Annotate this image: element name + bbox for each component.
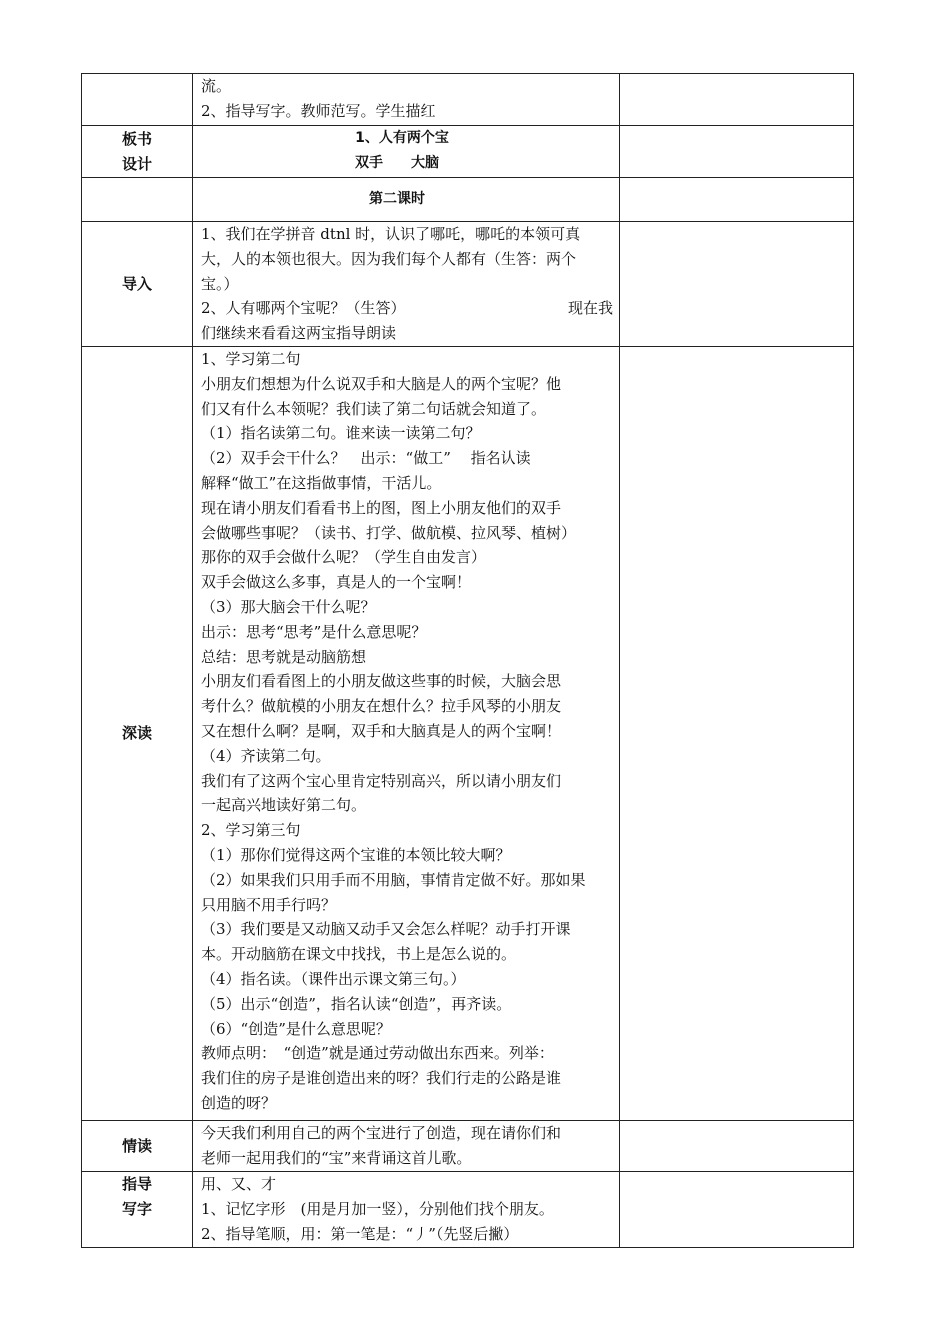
text-line: 教师点明： “创造”就是通过劳动做出东西来。列举： xyxy=(201,1044,554,1063)
text-line: 2、指导写字。教师范写。学生描红 xyxy=(201,101,436,120)
text-line: 我们住的房子是谁创造出来的呀？我们行走的公路是谁 xyxy=(201,1069,562,1088)
text-line: 只用脑不用手行吗？ xyxy=(201,895,337,914)
label-cell-empty xyxy=(82,178,193,222)
text-line: 本。开动脑筋在课文中找找，书上是怎么说的。 xyxy=(201,945,517,964)
text-line: （6）“创造”是什么意思呢？ xyxy=(201,1019,391,1038)
emotional-reading-content xyxy=(193,1121,620,1172)
writing-label xyxy=(82,1172,193,1248)
row-emotional-reading xyxy=(82,1121,854,1172)
intro-label: 导入 xyxy=(82,222,193,347)
text-line: （5）出示“创造”，指名认读“创造”，再齐读。 xyxy=(201,994,512,1013)
emotional-reading-label: 情读 xyxy=(82,1121,193,1172)
text-left: 2、人有哪两个宝呢？（生答） xyxy=(201,299,406,318)
text-line: （3）我们要是又动脑又动手又会怎么样呢？动手打开课 xyxy=(201,920,571,939)
text-line: 2、指导笔顺，用：第一笔是：“丿”（先竖后撇） xyxy=(201,1224,519,1243)
notes-cell xyxy=(620,1121,854,1172)
board-line: 1、人有两个宝 xyxy=(355,130,449,146)
board-label xyxy=(82,126,193,178)
deep-reading-label: 深读 xyxy=(82,347,193,1121)
notes-cell xyxy=(620,222,854,347)
notes-cell xyxy=(620,74,854,126)
writing-content xyxy=(193,1172,620,1248)
text-line: 用、又、才 xyxy=(201,1175,277,1193)
text-line: （4）指名读。（课件出示课文第三句。） xyxy=(201,969,466,988)
text-line: 那你的双手会做什么呢？（学生自由发言） xyxy=(201,548,487,567)
label-cell-empty xyxy=(82,74,193,126)
lesson-plan-table xyxy=(81,73,854,1248)
text-line: 小朋友们想想为什么说双手和大脑是人的两个宝呢？他 xyxy=(201,374,562,393)
text-line: 解释“做工”在这指做事情，干活儿。 xyxy=(201,473,442,492)
text-line: （2）如果我们只用手而不用脑，事情肯定做不好。那如果 xyxy=(201,870,586,889)
text-line: 总结：思考就是动脑筋想 xyxy=(201,647,367,666)
text-line: 们继续来看看这两宝指导朗读 xyxy=(201,324,397,343)
text-line: （4）齐读第二句。 xyxy=(201,746,331,765)
text-line-split xyxy=(201,296,613,321)
deep-reading-content xyxy=(193,347,620,1121)
section-title: 第二课时 xyxy=(369,191,425,208)
text-line: 又在想什么啊？是啊，双手和大脑真是人的两个宝啊！ xyxy=(201,721,562,740)
text-line: 们又有什么本领呢？我们读了第二句话就会知道了。 xyxy=(201,399,547,418)
notes-cell xyxy=(620,1172,854,1248)
text-line: 流。 xyxy=(201,77,232,95)
label-line: 指导 xyxy=(121,1175,152,1193)
text-line: 1、学习第二句 xyxy=(201,350,301,368)
text-line: 1、记忆字形 (用是月加一竖），分别他们找个朋友。 xyxy=(201,1199,554,1218)
row-board-design xyxy=(82,126,854,178)
text-line: 一起高兴地读好第二句。 xyxy=(201,796,367,815)
text-line: 现在请小朋友们看看书上的图，图上小朋友他们的双手 xyxy=(201,498,562,517)
text-line: 双手会做这么多事，真是人的一个宝啊！ xyxy=(201,573,472,592)
text-line: （3）那大脑会干什么呢？ xyxy=(201,597,376,616)
section-title-cell xyxy=(193,178,620,222)
text-line: （1）指名读第二句。谁来读一读第二句？ xyxy=(201,424,481,443)
text-right: 现在我 xyxy=(567,299,613,318)
text-line: 宝。） xyxy=(201,274,239,293)
continued-content xyxy=(193,74,620,126)
text-line: 会做哪些事呢？（读书、打学、做航模、拉风琴、植树） xyxy=(201,523,577,542)
row-intro xyxy=(82,222,854,347)
row-section-title xyxy=(82,178,854,222)
board-content xyxy=(193,126,620,178)
row-continued xyxy=(82,74,854,126)
text-line: 1、我们在学拼音 dtnl 时，认识了哪吒，哪吒的本领可真 xyxy=(201,225,581,243)
notes-cell xyxy=(620,126,854,178)
text-line: 大，人的本领也很大。因为我们每个人都有（生答：两个 xyxy=(201,249,577,268)
text-line: 今天我们利用自己的两个宝进行了创造，现在请你们和 xyxy=(201,1124,562,1142)
text-line: 出示：思考“思考”是什么意思呢？ xyxy=(201,622,427,641)
text-line: 创造的呀？ xyxy=(201,1093,277,1112)
notes-cell xyxy=(620,178,854,222)
intro-content xyxy=(193,222,620,347)
notes-cell xyxy=(620,347,854,1121)
row-deep-reading xyxy=(82,347,854,1121)
text-line: （1）那你们觉得这两个宝谁的本领比较大啊？ xyxy=(201,845,511,864)
text-line: （2）双手会干什么？ 出示：“做工” 指名认读 xyxy=(201,449,531,468)
board-line: 双手 大脑 xyxy=(355,154,439,171)
text-line: 考什么？做航模的小朋友在想什么？拉手风琴的小朋友 xyxy=(201,697,562,716)
text-line: 老师一起用我们的“宝”来背诵这首儿歌。 xyxy=(201,1148,472,1167)
text-line: 小朋友们看看图上的小朋友做这些事的时候，大脑会思 xyxy=(201,672,562,691)
row-writing-guidance xyxy=(82,1172,854,1248)
text-line: 我们有了这两个宝心里肯定特别高兴，所以请小朋友们 xyxy=(201,771,562,790)
label-line: 板书 xyxy=(121,129,152,148)
text-line: 2、学习第三句 xyxy=(201,821,301,840)
label-line: 写字 xyxy=(121,1199,152,1218)
label-line: 设计 xyxy=(121,154,152,173)
